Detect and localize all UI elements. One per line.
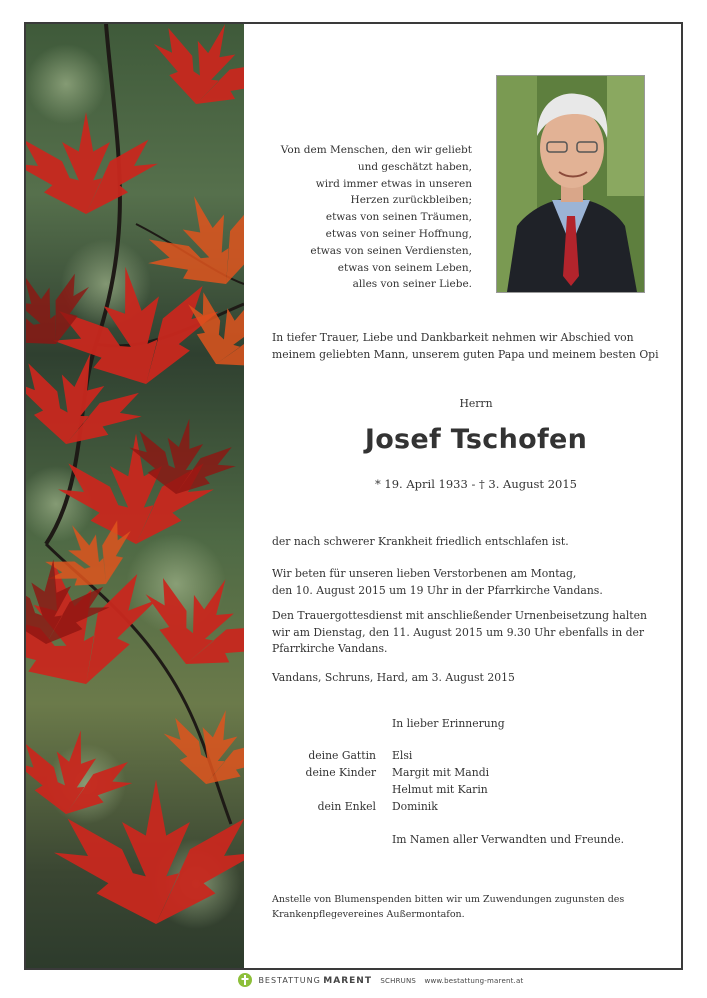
intro-text	[272, 330, 659, 363]
note-line-1: Anstelle von Blumenspenden bitten wir um Zuwendungen zugunsten des	[272, 894, 625, 905]
prayer-line-2: den 10. August 2015 um 19 Uhr in der Pfarrkirche Vandans.	[272, 583, 603, 597]
poem-line: wird immer etwas in unseren	[315, 177, 472, 190]
funeral-line-1: Den Trauergottesdienst mit anschließender Urnenbeisetzung halten	[272, 609, 647, 622]
cross-logo-icon	[238, 972, 252, 990]
mourner-role: dein Enkel	[317, 800, 376, 813]
poem-line: alles von seiner Liebe.	[352, 278, 472, 291]
life-dates: * 19. April 1933 - † 3. August 2015	[375, 477, 577, 491]
footer-town: SCHRUNS	[380, 977, 417, 985]
mourner-names: Margit mit Mandi	[392, 766, 490, 779]
salutation: Herrn	[459, 397, 493, 410]
intro-line-2: meinem geliebten Mann, unserem guten Papa und meinem besten Opi	[272, 347, 659, 361]
deceased-name: Josef Tschofen	[364, 424, 588, 455]
funeral-line-3: Pfarrkirche Vandans.	[272, 642, 388, 655]
poem-line: Herzen zurückbleiben;	[350, 194, 472, 207]
funeral-paragraph	[272, 608, 647, 658]
donation-note	[272, 892, 624, 922]
man-portrait-illustration	[497, 76, 644, 292]
portrait-photo	[496, 75, 645, 293]
mourners-heading: In lieber Erinnerung	[392, 717, 505, 730]
footer-url[interactable]: www.bestattung-marent.at	[424, 977, 524, 985]
poem-line: Von dem Menschen, den wir geliebt	[280, 144, 472, 156]
mourner-role: deine Gattin	[308, 749, 376, 762]
poem-line: etwas von seinem Leben,	[337, 261, 472, 274]
mourner-role: deine Kinder	[305, 766, 376, 779]
memorial-poem	[264, 142, 472, 293]
mourner-names: Helmut mit Karin	[392, 783, 488, 796]
funeral-line-2: wir am Dienstag, den 11. August 2015 um 9.30 Uhr ebenfalls in der	[272, 625, 645, 639]
obituary-frame	[24, 22, 683, 970]
mourners-closing: Im Namen aller Verwandten und Freunde.	[392, 833, 625, 846]
poem-line: und geschätzt haben,	[357, 160, 472, 173]
intro-line-1: In tiefer Trauer, Liebe und Dankbarkeit nehmen wir Abschied von	[272, 331, 634, 344]
note-line-2: Krankenpflegevereines Außermontafon.	[272, 909, 465, 920]
funeral-home-footer	[238, 972, 523, 990]
poem-line: etwas von seinen Träumen,	[325, 211, 472, 224]
poem-line: etwas von seinen Verdiensten,	[310, 244, 472, 257]
mourner-names: Dominik	[392, 800, 438, 813]
mourner-names: Elsi	[392, 749, 413, 762]
footer-name: MARENT	[323, 976, 372, 986]
place-date: Vandans, Schruns, Hard, am 3. August 2015	[272, 671, 515, 684]
passing-text: der nach schwerer Krankheit friedlich entschlafen ist.	[272, 535, 569, 548]
autumn-leaves-image	[26, 24, 244, 968]
prayer-paragraph	[272, 566, 603, 599]
maple-leaves-illustration	[26, 24, 244, 968]
footer-brand: BESTATTUNG	[258, 976, 321, 985]
prayer-line-1: Wir beten für unseren lieben Verstorbenen am Montag,	[272, 567, 577, 580]
poem-line: etwas von seiner Hoffnung,	[325, 227, 472, 240]
